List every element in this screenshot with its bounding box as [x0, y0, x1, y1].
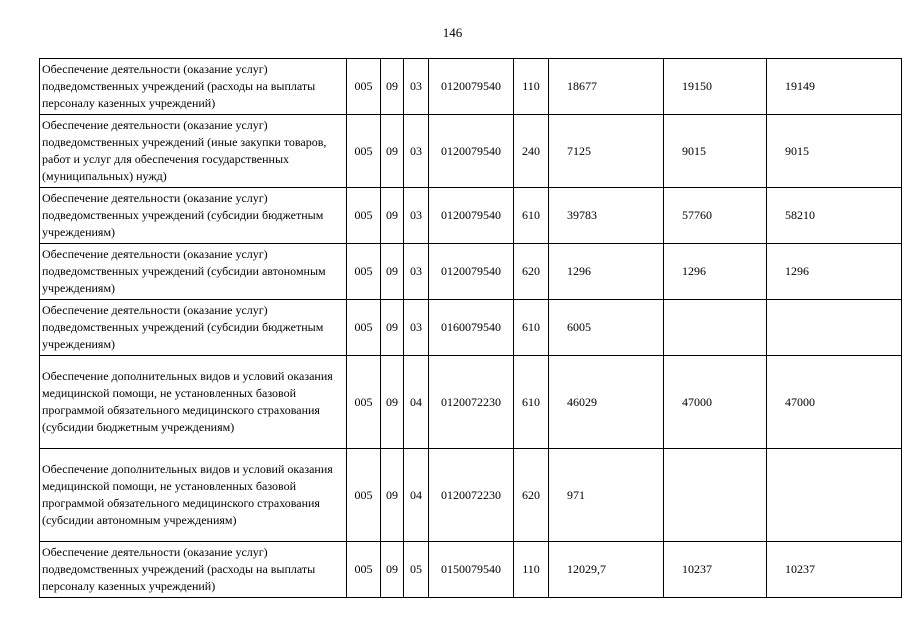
amount-year-2: 10237 [664, 542, 767, 598]
amount-year-2: 47000 [664, 356, 767, 449]
section-code: 09 [381, 300, 404, 356]
subsection-code: 03 [404, 188, 429, 244]
section-code: 09 [381, 59, 404, 115]
amount-year-2: 9015 [664, 115, 767, 188]
grbs-code: 005 [347, 449, 381, 542]
target-article-code: 0120079540 [429, 188, 514, 244]
amount-year-2: 57760 [664, 188, 767, 244]
grbs-code: 005 [347, 356, 381, 449]
grbs-code: 005 [347, 59, 381, 115]
target-article-code: 0160079540 [429, 300, 514, 356]
expense-type-code: 610 [514, 188, 549, 244]
table-row [40, 115, 902, 188]
table-row [40, 244, 902, 300]
section-code: 09 [381, 188, 404, 244]
row-name: Обеспечение деятельности (оказание услуг) подведомственных учреждений (расходы на выплаты персоналу казенных учреждений) [40, 542, 347, 598]
target-article-code: 0120079540 [429, 59, 514, 115]
subsection-code: 03 [404, 115, 429, 188]
expense-type-code: 240 [514, 115, 549, 188]
subsection-code: 03 [404, 59, 429, 115]
subsection-code: 04 [404, 449, 429, 542]
table-row [40, 188, 902, 244]
amount-year-1: 6005 [549, 300, 664, 356]
section-code: 09 [381, 115, 404, 188]
amount-year-3: 9015 [767, 115, 902, 188]
amount-year-3: 1296 [767, 244, 902, 300]
target-article-code: 0120072230 [429, 449, 514, 542]
target-article-code: 0150079540 [429, 542, 514, 598]
amount-year-1: 1296 [549, 244, 664, 300]
row-name: Обеспечение деятельности (оказание услуг) подведомственных учреждений (иные закупки товаров, работ и услуг для обеспечения государственных (муниципальных) нужд) [40, 115, 347, 188]
row-name: Обеспечение деятельности (оказание услуг) подведомственных учреждений (расходы на выплаты персоналу казенных учреждений) [40, 59, 347, 115]
grbs-code: 005 [347, 244, 381, 300]
grbs-code: 005 [347, 188, 381, 244]
grbs-code: 005 [347, 115, 381, 188]
row-name: Обеспечение дополнительных видов и условий оказания медицинской помощи, не установленных базовой программой обязательного медицинского страхования (субсидии автономным учреждениям) [40, 449, 347, 542]
subsection-code: 04 [404, 356, 429, 449]
subsection-code: 05 [404, 542, 429, 598]
amount-year-3: 19149 [767, 59, 902, 115]
amount-year-1: 12029,7 [549, 542, 664, 598]
row-name: Обеспечение дополнительных видов и условий оказания медицинской помощи, не установленных базовой программой обязательного медицинского страхования (субсидии бюджетным учреждениям) [40, 356, 347, 449]
budget-table [39, 58, 902, 598]
expense-type-code: 610 [514, 300, 549, 356]
target-article-code: 0120079540 [429, 244, 514, 300]
amount-year-2: 19150 [664, 59, 767, 115]
amount-year-2 [664, 300, 767, 356]
grbs-code: 005 [347, 300, 381, 356]
amount-year-3: 58210 [767, 188, 902, 244]
section-code: 09 [381, 356, 404, 449]
table-row [40, 356, 902, 449]
section-code: 09 [381, 449, 404, 542]
amount-year-3: 47000 [767, 356, 902, 449]
amount-year-1: 971 [549, 449, 664, 542]
amount-year-3: 10237 [767, 542, 902, 598]
section-code: 09 [381, 542, 404, 598]
subsection-code: 03 [404, 300, 429, 356]
page-number: 146 [442, 25, 463, 40]
expense-type-code: 110 [514, 59, 549, 115]
amount-year-3 [767, 300, 902, 356]
table-row [40, 59, 902, 115]
amount-year-2: 1296 [664, 244, 767, 300]
amount-year-1: 18677 [549, 59, 664, 115]
expense-type-code: 620 [514, 244, 549, 300]
row-name: Обеспечение деятельности (оказание услуг) подведомственных учреждений (субсидии автономным учреждениям) [40, 244, 347, 300]
target-article-code: 0120079540 [429, 115, 514, 188]
target-article-code: 0120072230 [429, 356, 514, 449]
grbs-code: 005 [347, 542, 381, 598]
expense-type-code: 610 [514, 356, 549, 449]
section-code: 09 [381, 244, 404, 300]
amount-year-1: 39783 [549, 188, 664, 244]
amount-year-3 [767, 449, 902, 542]
table-row [40, 300, 902, 356]
amount-year-1: 46029 [549, 356, 664, 449]
subsection-code: 03 [404, 244, 429, 300]
expense-type-code: 110 [514, 542, 549, 598]
table-row [40, 449, 902, 542]
table-row [40, 542, 902, 598]
amount-year-1: 7125 [549, 115, 664, 188]
amount-year-2 [664, 449, 767, 542]
row-name: Обеспечение деятельности (оказание услуг) подведомственных учреждений (субсидии бюджетным учреждениям) [40, 300, 347, 356]
expense-type-code: 620 [514, 449, 549, 542]
row-name: Обеспечение деятельности (оказание услуг) подведомственных учреждений (субсидии бюджетным учреждениям) [40, 188, 347, 244]
